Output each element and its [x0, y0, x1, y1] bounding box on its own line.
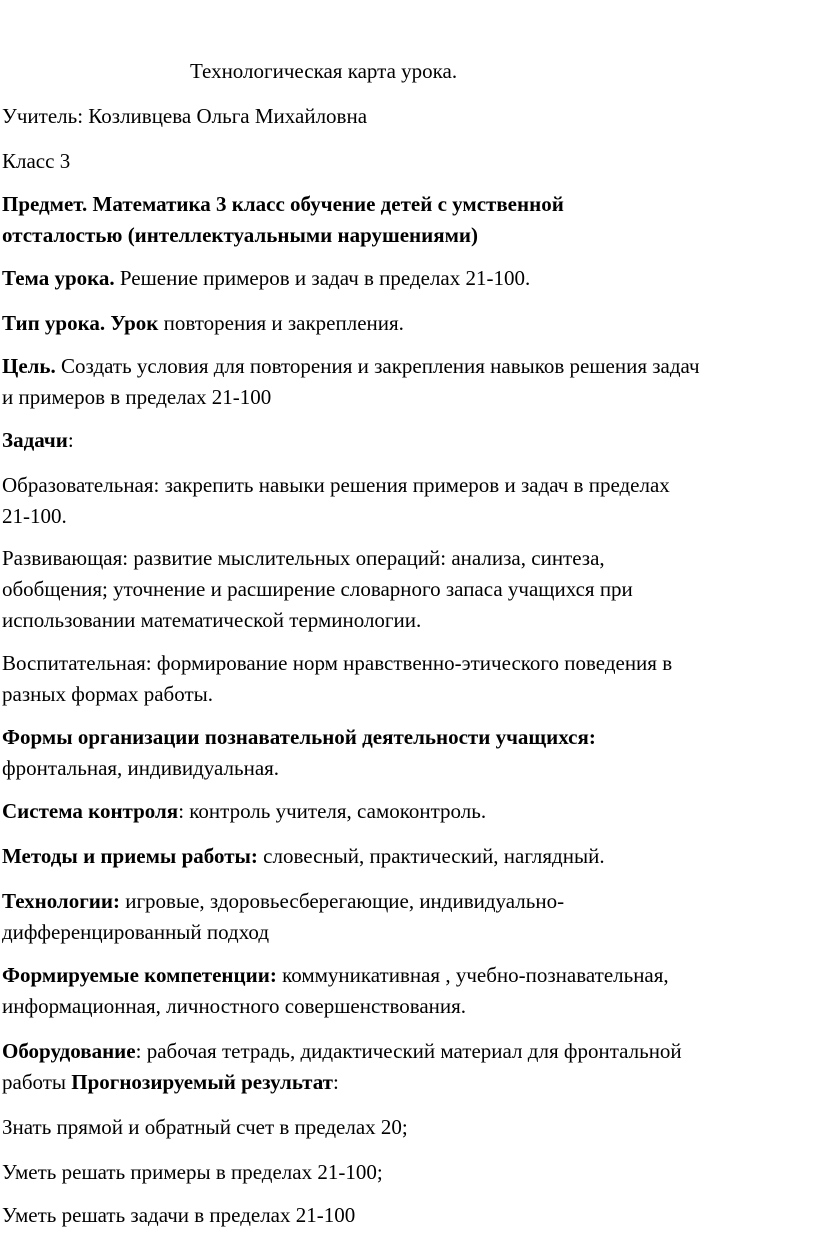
educational-line-2: 21-100. [2, 504, 67, 528]
control-label: Система контроля [2, 799, 179, 823]
tasks-colon: : [67, 428, 74, 452]
topic-line [2, 263, 530, 294]
teacher-line: Учитель: Козливцева Ольга Михайловна [2, 104, 368, 128]
goal-text-1: Создать условия для повторения и закрепления навыков решения задач [55, 354, 700, 378]
goal-label: Цель. [2, 354, 56, 378]
subject-text-2: отсталостью (интеллектуальными нарушениями) [2, 223, 478, 247]
upbringing-line-2: разных формах работы. [2, 682, 213, 706]
result-label: Прогнозируемый результат [71, 1070, 333, 1094]
result-item-1: Знать прямой и обратный счет в пределах 20; [2, 1115, 408, 1139]
competences-text-1: коммуникативная , учебно-познавательная, [276, 963, 669, 987]
technologies-text-1: игровые, здоровьесберегающие, индивидуально- [119, 889, 565, 913]
methods-line [2, 841, 605, 872]
technologies-label: Технологии: [2, 889, 120, 913]
topic-label: Тема урока. [2, 266, 115, 290]
forms-line-1 [2, 722, 596, 753]
document-title: Технологическая карта урока. [190, 59, 458, 83]
equipment-text-2: работы [2, 1070, 72, 1094]
developing-line-3: использовании математической терминологии. [2, 608, 422, 632]
equipment-line-2 [2, 1067, 339, 1098]
goal-line-1 [2, 351, 700, 382]
competences-label: Формируемые компетенции: [2, 963, 277, 987]
equipment-label: Оборудование [2, 1039, 136, 1063]
subject-text-1: Предмет. Математика 3 класс обучение детей с умственной [2, 192, 564, 216]
subject-line-1 [2, 189, 564, 220]
control-text: : контроль учителя, самоконтроль. [178, 799, 487, 823]
tasks-label: Задачи [2, 428, 68, 452]
competences-line-1 [2, 960, 669, 991]
methods-text: словесный, практический, наглядный. [257, 844, 605, 868]
forms-line-2: фронтальная, индивидуальная. [2, 756, 280, 780]
forms-label: Формы организации познавательной деятельности учащихся: [2, 725, 596, 749]
educational-line-1: Образовательная: закрепить навыки решения примеров и задач в пределах [2, 473, 670, 497]
equipment-line-1 [2, 1036, 682, 1067]
competences-line-2: информационная, личностного совершенствования. [2, 994, 467, 1018]
technologies-line-1 [2, 886, 564, 917]
subject-line-2 [2, 220, 478, 251]
tasks-heading [2, 425, 74, 456]
lesson-type-label: Тип урока. Урок [2, 311, 159, 335]
control-line [2, 796, 486, 827]
topic-text: Решение примеров и задач в пределах 21-100. [114, 266, 531, 290]
goal-line-2: и примеров в пределах 21-100 [2, 385, 272, 409]
upbringing-line-1: Воспитательная: формирование норм нравственно-этического поведения в [2, 651, 673, 675]
result-colon: : [333, 1070, 339, 1094]
technologies-line-2: дифференцированный подход [2, 920, 270, 944]
result-item-3: Уметь решать задачи в пределах 21-100 [2, 1203, 356, 1227]
grade-line: Класс 3 [2, 149, 71, 173]
result-item-2: Уметь решать примеры в пределах 21-100; [2, 1160, 383, 1184]
methods-label: Методы и приемы работы: [2, 844, 258, 868]
developing-line-2: обобщения; уточнение и расширение словарного запаса учащихся при [2, 577, 633, 601]
lesson-type-text: повторения и закрепления. [158, 311, 404, 335]
equipment-text-1: : рабочая тетрадь, дидактический материал для фронтальной [135, 1039, 682, 1063]
developing-line-1: Развивающая: развитие мыслительных операций: анализа, синтеза, [2, 546, 605, 570]
lesson-type-line [2, 308, 404, 339]
